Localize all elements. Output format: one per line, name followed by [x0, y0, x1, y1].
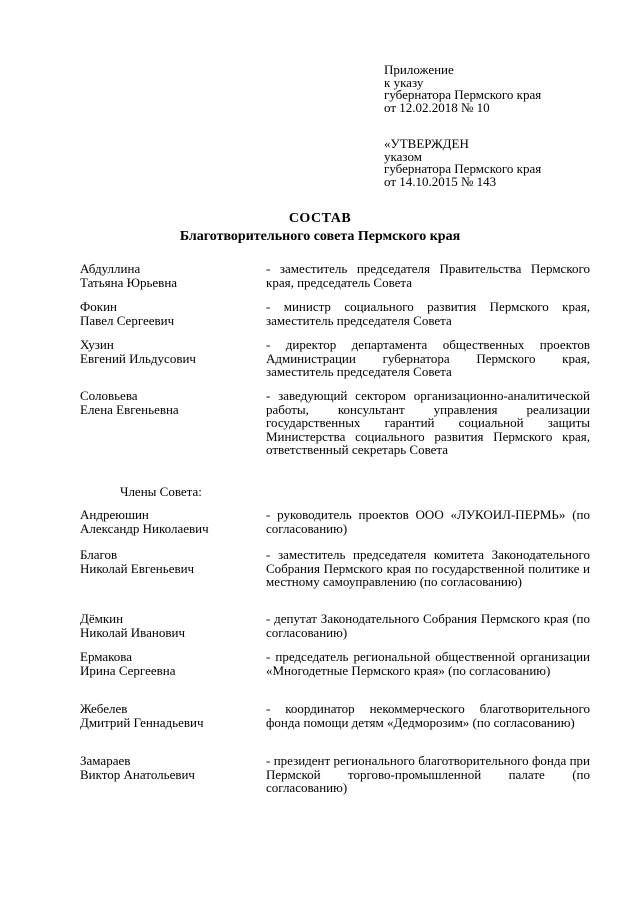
person-surname: Замараев [80, 753, 131, 768]
document-subtitle: Благотворительного совета Пермского края [179, 229, 461, 244]
approved-block [384, 138, 614, 188]
person-role: - директор департамента общественных проектов Администрации губернатора Пермского края, заместитель председателя Совета [266, 337, 590, 379]
person-given-name: Татьяна Юрьевна [80, 274, 178, 290]
document-title: СОСТАВ [288, 211, 352, 226]
approved-line: губернатора Пермского края [384, 161, 542, 176]
person-surname: Абдуллина [80, 261, 141, 276]
person-name [80, 702, 255, 729]
appendix-line: губернатора Пермского края [384, 87, 542, 102]
approved-line: указом [384, 148, 422, 164]
person-surname: Благов [80, 547, 118, 562]
members-heading: Члены Совета: [120, 484, 202, 499]
person-role: - заместитель председателя комитета Законодательного Собрания Пермского края по государственной политике и местному самоуправлению (по согласованию) [266, 547, 590, 589]
person-name [80, 508, 255, 535]
person-surname: Жебелев [80, 701, 128, 716]
person-surname: Дёмкин [80, 611, 124, 626]
person-role: - заведующий сектором организационно-аналитической работы, консультант управления реализации государственных гарантий социальной защиты Министерства социального развития Пермского края, ответственный секретарь Совета [266, 388, 590, 457]
person-role: - министр социального развития Пермского края, заместитель председателя Совета [266, 299, 590, 328]
person-name [80, 754, 255, 781]
person-given-name: Дмитрий Геннадьевич [80, 714, 204, 730]
person-given-name: Николай Евгеньевич [80, 560, 195, 576]
person-name [80, 300, 255, 327]
appendix-line: от 12.02.2018 № 10 [384, 99, 490, 115]
person-surname: Ермакова [80, 649, 133, 664]
person-name [80, 650, 255, 677]
person-name [80, 338, 255, 365]
person-role: - руководитель проектов ООО «ЛУКОИЛ-ПЕРМЬ» (по согласованию) [266, 507, 590, 536]
person-surname: Андреюшин [80, 507, 149, 522]
person-given-name: Александр Николаевич [80, 520, 209, 536]
appendix-block [384, 64, 614, 114]
person-role: - депутат Законодательного Собрания Пермского края (по согласованию) [266, 611, 590, 640]
person-name [80, 548, 255, 575]
person-surname: Соловьева [80, 388, 138, 403]
person-role: - координатор некоммерческого благотворительного фонда помощи детям «Дедморозим» (по согласованию) [266, 701, 590, 730]
person-role: - председатель региональной общественной организации «Многодетные Пермского края» (по согласованию) [266, 649, 590, 678]
approved-line: «УТВЕРЖДЕН [384, 136, 469, 151]
person-given-name: Елена Евгеньевна [80, 401, 179, 417]
approved-line: от 14.10.2015 № 143 [384, 173, 497, 189]
person-name [80, 262, 255, 289]
person-given-name: Ирина Сергеевна [80, 662, 176, 678]
person-role: - заместитель председателя Правительства Пермского края, председатель Совета [266, 261, 590, 290]
person-name [80, 389, 255, 416]
person-given-name: Евгений Ильдусович [80, 350, 196, 366]
person-surname: Фокин [80, 299, 118, 314]
person-given-name: Николай Иванович [80, 624, 186, 640]
person-surname: Хузин [80, 337, 114, 352]
person-name [80, 612, 255, 639]
person-given-name: Виктор Анатольевич [80, 766, 195, 782]
appendix-line: к указу [384, 74, 424, 90]
appendix-line: Приложение [384, 62, 454, 77]
person-given-name: Павел Сергеевич [80, 312, 175, 328]
person-role: - президент регионального благотворительного фонда при Пермской торгово-промышленной палате (по согласованию) [266, 753, 590, 795]
